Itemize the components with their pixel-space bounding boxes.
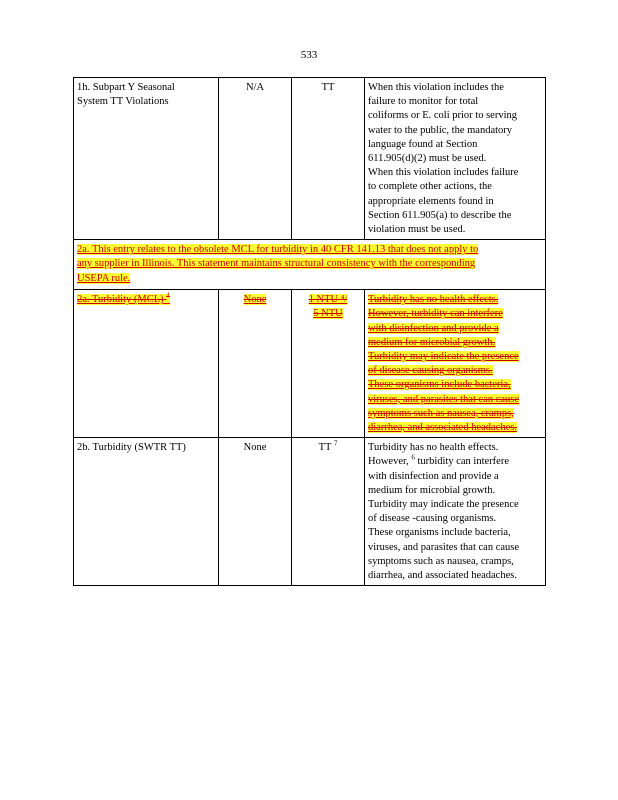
- language-line: of disease -causing organisms.: [368, 513, 497, 525]
- language-line: appropriate elements found in: [368, 195, 494, 207]
- contaminant-cell: [74, 290, 219, 438]
- table-row-1h: [74, 78, 546, 240]
- obsolete-mcl-notice: [74, 240, 546, 290]
- language-line: violation must be used.: [368, 224, 466, 236]
- language-line: 611.905(d)(2) must be used.: [368, 153, 487, 165]
- language-line: When this violation includes failure: [368, 167, 519, 179]
- language-line: medium for microbial growth.: [368, 484, 496, 496]
- mclg-cell: [292, 290, 365, 438]
- language-line: failure to monitor for total: [368, 96, 479, 108]
- language-line: Turbidity may indicate the presence: [368, 499, 519, 511]
- language-line: Turbidity may indicate the presence: [368, 351, 519, 363]
- language-line: water to the public, the mandatory: [368, 124, 513, 136]
- mclg-cell: [292, 438, 365, 586]
- language-line: diarrhea, and associated headaches.: [368, 422, 517, 434]
- language-line: coliforms or E. coli prior to serving: [368, 110, 518, 122]
- mclg-line: 5 NTU: [313, 308, 343, 320]
- language-line: to complete other actions, the: [368, 181, 492, 193]
- contaminant-line: 1h. Subpart Y Seasonal: [77, 82, 175, 93]
- language-line: However, $^6$ turbidity can interfere: [368, 453, 509, 468]
- mcl-cell: N/A: [219, 78, 292, 240]
- language-line: symptoms such as nausea, cramps,: [368, 407, 514, 419]
- language-line: Turbidity has no health effects.: [368, 442, 499, 454]
- table-row-notice: [74, 240, 546, 290]
- language-line: These organisms include bacteria,: [368, 527, 511, 539]
- language-line: When this violation includes the: [368, 82, 504, 93]
- language-line: viruses, and parasites that can cause: [368, 393, 520, 405]
- language-line: medium for microbial growth.: [368, 336, 496, 348]
- table-row-2b: [74, 438, 546, 586]
- notice-line: USEPA rule.: [77, 272, 131, 284]
- contaminant-cell: [74, 78, 219, 240]
- mcl-cell: [219, 290, 292, 438]
- language-line: symptoms such as nausea, cramps,: [368, 555, 514, 567]
- language-line: diarrhea, and associated headaches.: [368, 570, 517, 582]
- mcl-cell: None: [219, 438, 292, 586]
- language-line: These organisms include bacteria,: [368, 379, 511, 391]
- footnote-ref: 7: [333, 439, 338, 448]
- table-row-2a: [74, 290, 546, 438]
- notice-line: any supplier in Illinois. This statement maintains structural consistency with the corresponding: [77, 258, 476, 270]
- language-cell: [365, 290, 546, 438]
- mcl-text: None: [243, 294, 267, 306]
- language-line: with disinfection and provide a: [368, 322, 499, 334]
- mclg-cell: TT: [292, 78, 365, 240]
- language-line: of disease causing organisms.: [368, 365, 493, 377]
- contaminant-text: 2a. Turbidity (MCL) $^4$: [77, 291, 170, 306]
- notice-line: 2a. This entry relates to the obsolete MCL for turbidity in 40 CFR 141.13 that does not apply to: [77, 244, 479, 256]
- mclg-line: 1 NTU ⁴/: [308, 294, 348, 306]
- language-line: Turbidity has no health effects.: [368, 294, 499, 306]
- contaminant-line: System TT Violations: [77, 96, 169, 108]
- health-effects-table: [73, 77, 546, 586]
- mclg-text: TT: [318, 442, 332, 454]
- language-cell: [365, 78, 546, 240]
- footnote-ref: 6: [411, 453, 415, 462]
- language-cell: [365, 438, 546, 586]
- page-number: 533: [300, 49, 318, 61]
- language-line: viruses, and parasites that can cause: [368, 541, 520, 553]
- language-line: Section 611.905(a) to describe the: [368, 209, 512, 221]
- language-line: with disinfection and provide a: [368, 470, 499, 482]
- contaminant-cell: 2b. Turbidity (SWTR TT): [74, 438, 219, 586]
- language-line: However, turbidity can interfere: [368, 308, 503, 320]
- footnote-ref: 4: [166, 291, 170, 300]
- language-line: language found at Section: [368, 138, 478, 150]
